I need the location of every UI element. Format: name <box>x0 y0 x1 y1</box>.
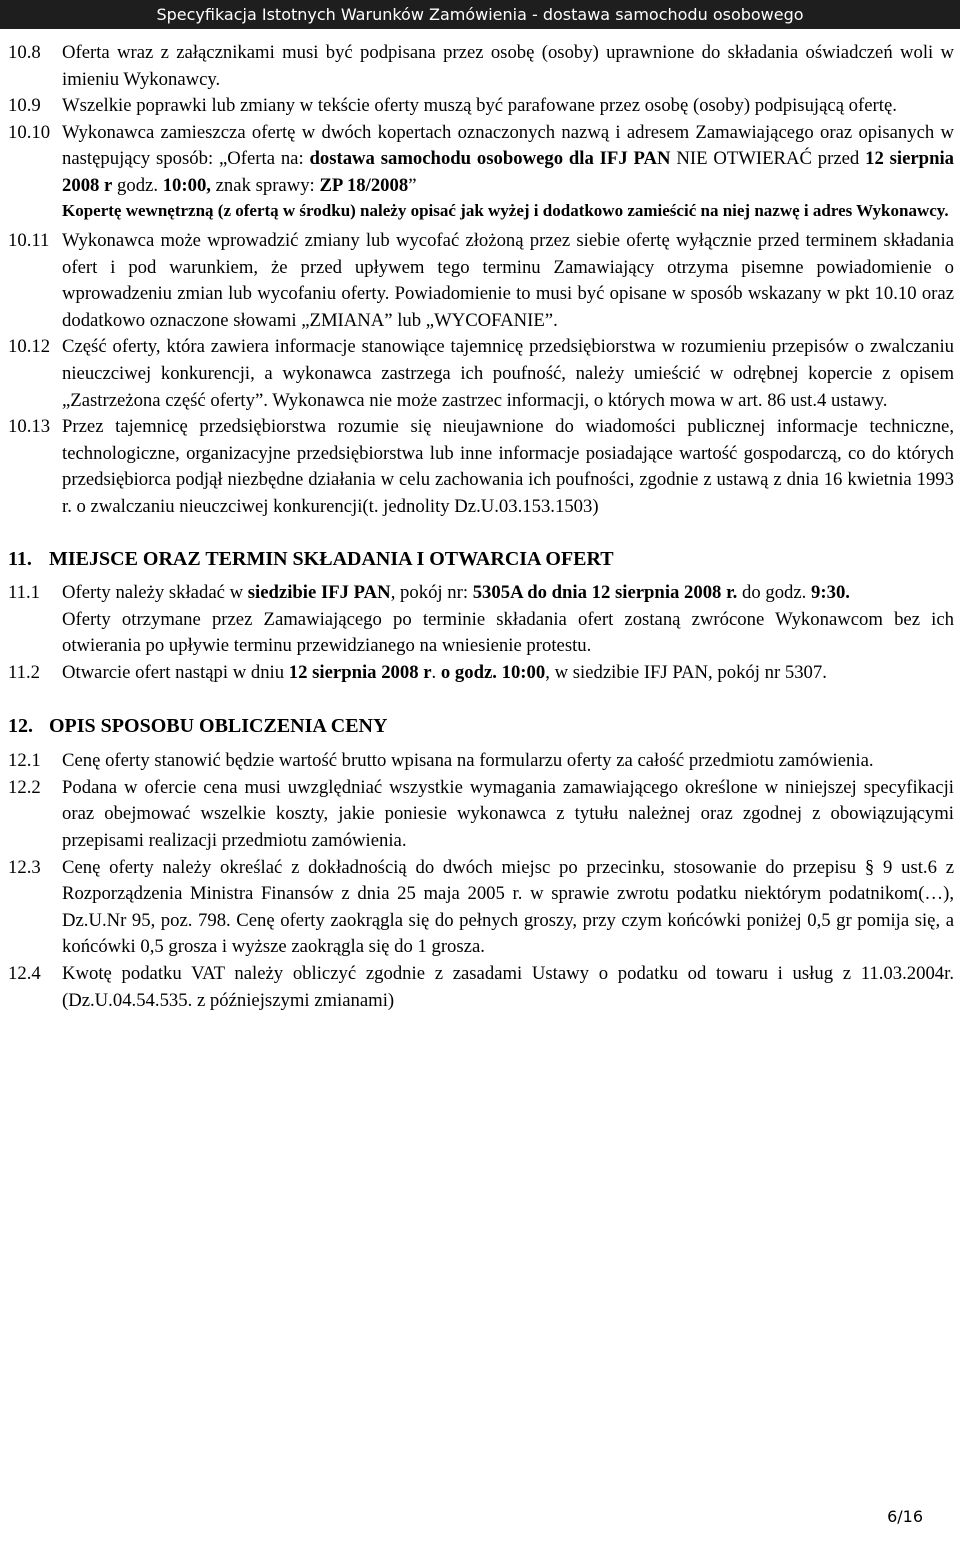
paragraph-text <box>62 580 954 660</box>
paragraph-text: Wszelkie poprawki lub zmiany w tekście oferty muszą być parafowane przez osobę (osoby) podpisującą ofertę. <box>62 95 897 117</box>
envelope-note: Kopertę wewnętrzną (z ofertą w środku) należy opisać jak wyżej i dodatkowo zamieścić na niej nazwę i adres Wykonawcy. <box>62 200 949 220</box>
paragraph-12-3 <box>8 855 954 961</box>
paragraph-number: 10.10 <box>8 121 51 143</box>
paragraph-11-2 <box>8 660 954 687</box>
text-run: Otwarcie ofert nastąpi w dniu <box>62 661 289 683</box>
paragraph-text: Podana w ofercie cena musi uwzględniać wszystkie wymagania zamawiającego określone w niniejszej specyfikacji oraz obejmować wszelkie koszty, jakie poniesie wykonawca z tytułu należnej oraz zgodnej z obowiązującymi przepisami realizacji przedmiotu zamówienia. <box>62 776 954 851</box>
section-title: OPIS SPOSOBU OBLICZENIA CENY <box>49 714 388 737</box>
paragraph-text: Przez tajemnicę przedsiębiorstwa rozumie się nieujawnione do wiadomości publicznej informacje techniczne, technologiczne, organizacyjne przedsiębiorstwa lub inne informacje posiadające wartość gospodarczą, co do których przedsiębiorca podjął niezbędne działania w celu zachowania ich poufności, zgodnie z ustawą z dnia 16 kwietnia 1993 r. o zwalczaniu nieuczciwej konkurencji(t. jednolity Dz.U.03.153.1503) <box>62 416 954 517</box>
document-title: Specyfikacja Istotnych Warunków Zamówienia - dostawa samochodu osobowego <box>156 5 804 24</box>
paragraph-text: Część oferty, która zawiera informacje stanowiące tajemnicę przedsiębiorstwa w rozumieniu przepisów o zwalczaniu nieuczciwej konkurencji, a wykonawca zastrzega ich poufność, należy umieścić w odrębnej kopercie z opisem „Zastrzeżona część oferty”. Wykonawca nie może zastrzec informacji, o których mowa w art. 86 ust.4 ustawy. <box>62 336 954 411</box>
paragraph-12-1 <box>8 748 954 775</box>
text-run: Oferty należy składać w <box>62 582 248 604</box>
text-run: , pokój nr: <box>390 582 473 604</box>
paragraph-number: 10.9 <box>8 95 41 117</box>
text-run: ” <box>408 174 417 196</box>
paragraph-10-10 <box>8 120 954 228</box>
page-number: 6/16 <box>887 1507 923 1526</box>
text-run-bold: 9:30. <box>811 582 850 604</box>
paragraph-text <box>62 120 954 228</box>
paragraph-text <box>62 660 954 687</box>
text-run-bold: 12 sierpnia 2008 r <box>62 148 954 196</box>
text-run-bold: dostawa samochodu osobowego dla IFJ PAN <box>309 148 671 170</box>
paragraph-10-8 <box>8 40 954 93</box>
section-heading-12 <box>8 713 954 740</box>
paragraph-number: 10.12 <box>8 336 51 358</box>
text-run-bold: 5305A do dnia 12 sierpnia 2008 r. <box>472 582 738 604</box>
section-heading-11 <box>8 546 954 573</box>
text-run-bold: 12 sierpnia 2008 r <box>288 661 432 683</box>
text-run: znak sprawy: <box>210 174 320 196</box>
paragraph-10-13 <box>8 414 954 520</box>
paragraph-number: 10.8 <box>8 42 41 63</box>
paragraph-number: 12.4 <box>8 962 41 984</box>
section-title: MIEJSCE ORAZ TERMIN SKŁADANIA I OTWARCIA OFERT <box>49 547 614 570</box>
paragraph-11-1 <box>8 580 954 660</box>
paragraph-number: 12.2 <box>8 776 41 798</box>
paragraph-number: 12.1 <box>8 750 41 772</box>
paragraph-10-12 <box>8 334 954 414</box>
text-run: Wykonawca zamieszcza ofertę w dwóch kopertach oznaczonych nazwą i adresem Zamawiającego oraz opisanych w następujący sposób: „Oferta na: <box>62 121 954 170</box>
paragraph-10-9 <box>8 93 954 120</box>
text-run-bold: 10:00, <box>162 174 211 196</box>
paragraph-text: Cenę oferty stanowić będzie wartość brutto wpisana na formularzu oferty za całość przedmiotu zamówienia. <box>62 750 874 772</box>
paragraph-text: Wykonawca może wprowadzić zmiany lub wycofać złożoną przez siebie ofertę wyłącznie przed terminem składania ofert i pod warunkiem, że przed upływem tego terminu Zamawiający otrzyma pisemne powiadomienie o wprowadzeniu zmian lub wycofaniu oferty. Powiadomienie to musi być opisane w sposób wskazany w pkt 10.10 oraz dodatkowo oznaczone słowami „ZMIANA” lub „WYCOFANIE”. <box>62 230 954 331</box>
document-body <box>8 40 954 1014</box>
paragraph-number: 10.13 <box>8 416 51 438</box>
paragraph-10-11 <box>8 228 954 334</box>
text-run-bold: o godz. 10:00 <box>440 661 546 683</box>
paragraph-text: Oferta wraz z załącznikami musi być podpisana przez osobę (osoby) uprawnione do składania oświadczeń woli w imieniu Wykonawcy. <box>62 42 954 90</box>
text-run: do godz. <box>737 582 812 604</box>
paragraph-number: 12.3 <box>8 856 41 878</box>
text-run: godz. <box>112 174 163 196</box>
text-run: . <box>431 661 441 683</box>
paragraph-number: 10.11 <box>8 230 50 252</box>
paragraph-12-2 <box>8 775 954 855</box>
section-number: 11. <box>8 547 32 570</box>
document-header <box>0 0 960 29</box>
paragraph-number: 11.2 <box>8 661 41 683</box>
text-run-bold: siedzibie IFJ PAN <box>247 582 391 604</box>
paragraph-text: Kwotę podatku VAT należy obliczyć zgodnie z zasadami Ustawy o podatku od towaru i usług z 11.03.2004r. (Dz.U.04.54.535. z późniejszymi zmianami) <box>62 962 954 1011</box>
paragraph-number: 11.1 <box>8 582 41 604</box>
paragraph-12-4 <box>8 961 954 1014</box>
text-run-bold: ZP 18/2008 <box>319 174 409 196</box>
text-run: NIE OTWIERAĆ przed <box>670 148 866 170</box>
text-run: , w siedzibie IFJ PAN, pokój nr 5307. <box>545 661 827 683</box>
paragraph-continuation: Oferty otrzymane przez Zamawiającego po terminie składania ofert zostaną zwrócone Wykonawcom bez ich otwierania po upływie terminu przewidzianego na wniesienie protestu. <box>62 608 954 657</box>
section-number: 12. <box>8 714 33 737</box>
paragraph-text: Cenę oferty należy określać z dokładnością do dwóch miejsc po przecinku, stosowanie do przepisu § 9 ust.6 z Rozporządzenia Ministra Finansów z dnia 25 maja 2005 r. w sprawie zwrotu podatku niektórym podatnikom(…), Dz.U.Nr 95, poz. 798. Cenę oferty zaokrągla się do pełnych groszy, przy czym końcówki poniżej 0,5 gr pomija się, a końcówki 0,5 grosza i wyższe zaokrągla się do 1 grosza. <box>62 856 954 958</box>
